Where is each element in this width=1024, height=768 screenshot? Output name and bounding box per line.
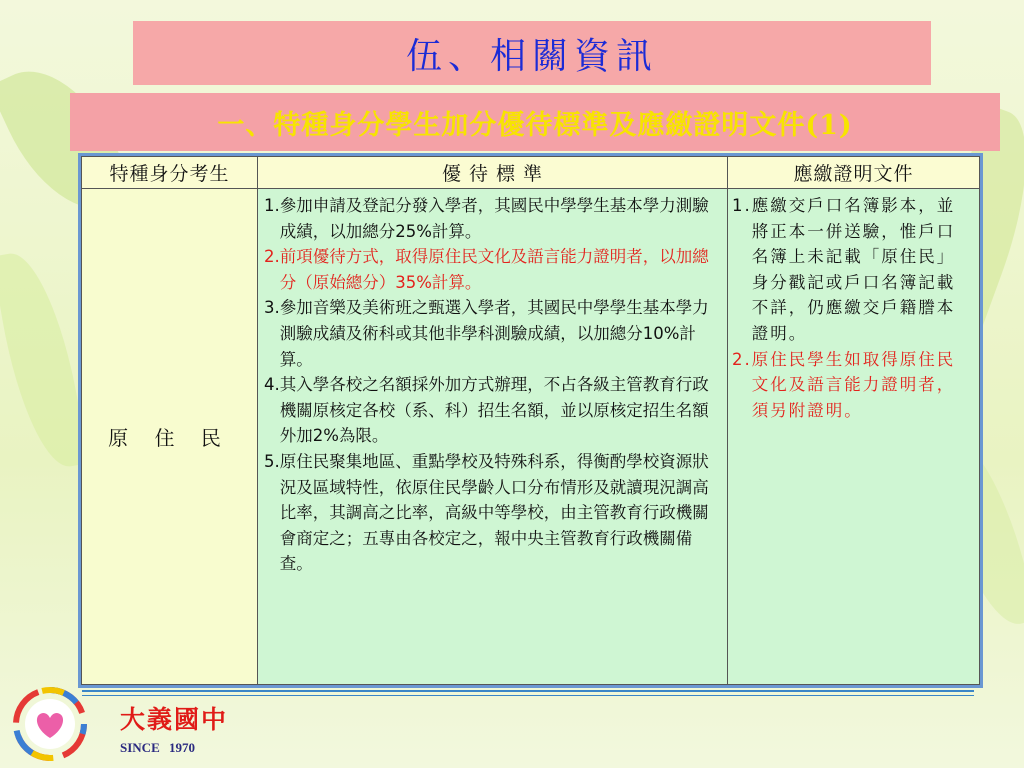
- standard-item: [264, 372, 721, 449]
- standard-item-text: 參加申請及登記分發入學者，其國民中學學生基本學力測驗成績，以加總分25%計算。: [279, 196, 709, 241]
- document-item-number: 1.: [732, 196, 752, 215]
- header-documents: 應繳證明文件: [728, 157, 980, 189]
- school-name: 大義國中: [120, 705, 229, 734]
- documents-cell: [728, 189, 980, 685]
- bonus-standards-table: [78, 153, 983, 688]
- slide-title: 伍、相關資訊: [405, 35, 658, 77]
- document-item: [732, 193, 973, 347]
- school-logo-icon: [12, 686, 88, 762]
- footer-divider: [82, 690, 974, 692]
- standard-item-text: 原住民聚集地區、重點學校及特殊科系，得衡酌學校資源狀況及區域特性，依原住民學齡人口分布情形及就讀現況調高比率，其調高之比率，高級中等學校，由主管教育行政機關會商定之；五專由各校定之，報中央主管教育行政機關備查。: [279, 451, 709, 574]
- standard-item-number: 4.: [264, 375, 280, 395]
- footer-divider: [82, 695, 974, 696]
- since-label: SINCE 1970: [120, 740, 195, 755]
- standard-item-number: 2.: [264, 247, 280, 267]
- table-row: [82, 189, 980, 685]
- header-category: 特種身分考生: [82, 157, 258, 189]
- standard-item: [264, 295, 721, 372]
- document-item-number: 2.: [732, 349, 752, 369]
- document-item-text: 原住民學生如取得原住民文化及語言能力證明者，須另附證明。: [751, 349, 956, 420]
- standard-item-text: 參加音樂及美術班之甄選入學者，其國民中學學生基本學力測驗成績及術科或其他非學科測驗成績，以加總分10%計算。: [279, 298, 709, 369]
- header-standards: 優 待 標 準: [258, 157, 728, 189]
- slide-subtitle-box: [70, 93, 1000, 151]
- standard-item: [264, 449, 721, 577]
- slide-subtitle: 一、特種身分學生加分優待標準及應繳證明文件(1): [217, 109, 853, 141]
- document-item-text: 應繳交戶口名簿影本，並將正本一併送驗，惟戶口名簿上未記載「原住民」身分戳記或戶口名簿記載不詳，仍應繳交戶籍謄本證明。: [751, 196, 956, 343]
- standard-item: [264, 193, 721, 244]
- standard-item-number: 3.: [264, 298, 280, 318]
- table-header-row: [82, 157, 980, 189]
- standards-cell: [258, 189, 728, 685]
- slide-title-box: [133, 21, 931, 85]
- standard-item-text: 其入學各校之名額採外加方式辦理，不占各級主管教育行政機關原核定各校（系、科）招生名額，並以原核定招生名額外加2%為限。: [279, 375, 709, 446]
- decorative-leaf: [0, 246, 89, 473]
- standard-item-number: 1.: [264, 196, 280, 215]
- document-item: [732, 347, 973, 424]
- standard-item-text: 前項優待方式，取得原住民文化及語言能力證明者，以加總分（原始總分）35%計算。: [279, 247, 709, 292]
- standard-item-number: 5.: [264, 451, 280, 471]
- category-cell: 原 住 民: [82, 189, 258, 685]
- standard-item: [264, 244, 721, 295]
